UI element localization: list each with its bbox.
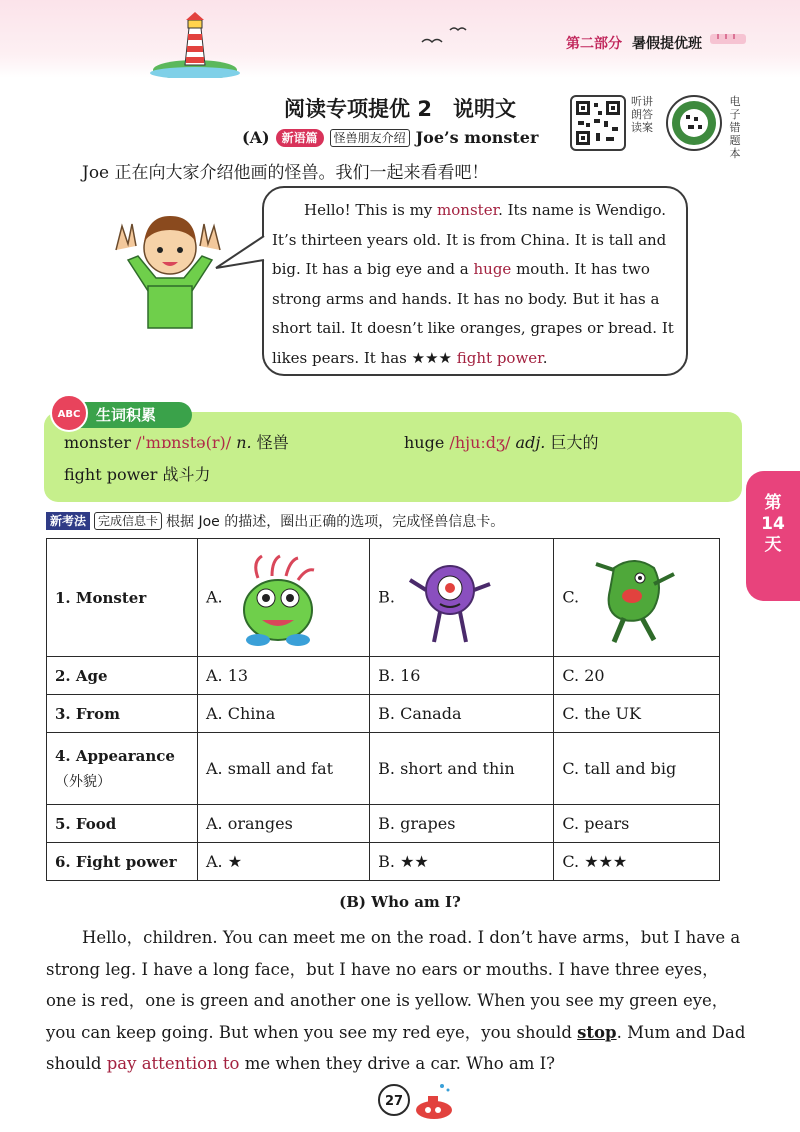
qr-code-icon: [572, 97, 624, 149]
task-type-tag: 完成信息卡: [94, 512, 162, 530]
header-part-label: 第二部分: [566, 36, 622, 52]
word-fight-power: fight power: [456, 348, 543, 367]
option-b[interactable]: B.: [370, 539, 554, 657]
vocab-item-fight-power: fight power 战斗力: [64, 465, 211, 484]
row-label: 6. Fight power: [47, 843, 198, 881]
option-a[interactable]: A.: [198, 539, 370, 657]
header-title: 暑假提优班: [632, 36, 702, 52]
part-a-heading: [242, 128, 538, 147]
new-method-tag: 新考法: [46, 512, 90, 530]
intro-text: Joe 正在向大家介绍他画的怪兽。我们一起来看看吧！: [82, 163, 489, 183]
qr-label-2: 电子 错题本: [729, 95, 741, 160]
new-text-tag: 新语篇: [276, 129, 324, 147]
vocab-badge: 生词积累: [52, 402, 192, 428]
option-b[interactable]: B. Canada: [370, 695, 554, 733]
table-row: [47, 805, 720, 843]
row-label: 3. From: [47, 695, 198, 733]
row-label: 4. Appearance （外貌）: [47, 733, 198, 805]
option-c[interactable]: C. ★★★: [554, 843, 720, 881]
option-c[interactable]: C.: [554, 539, 720, 657]
part-b-title: (B) Who am I?: [339, 893, 461, 911]
option-a[interactable]: A. small and fat: [198, 733, 370, 805]
vocab-item-monster: monster /ˈmɒnstə(r)/ n. 怪兽: [64, 433, 289, 452]
lighthouse-illustration: [150, 10, 240, 78]
table-row: [47, 695, 720, 733]
word-huge: huge: [473, 260, 512, 278]
table-row: [47, 733, 720, 805]
bubble-text: Hello! This is my monster. Its name is Wendigo. It’s thirteen years old. It is from China. It is tall and big. It has a big eye and a huge mouth. It has two strong arms and hands. It has no body. But it has a short tail. It doesn’t like oranges, grapes or bread. It likes pears. It has ★★★ fight power.: [272, 201, 674, 367]
row-label: 5. Food: [47, 805, 198, 843]
piggy-bank-icon: ABC: [50, 394, 88, 432]
part-b-passage: Hello，children. You can meet me on the road. I don’t have arms，but I have a strong leg. I have a long face，but I have no ears or mouths. I have three eyes，one is red，one is green and another one is yellow. When you see my green eye，you can keep going. But when you see my red eye，you should stop. Mum and Dad should pay attention to me when they drive a car. Who am I?: [46, 928, 746, 1073]
qr-code-1[interactable]: [570, 95, 626, 151]
ruler-icon: [708, 26, 748, 52]
option-a[interactable]: A. oranges: [198, 805, 370, 843]
option-c[interactable]: C. pears: [554, 805, 720, 843]
option-c[interactable]: C. the UK: [554, 695, 720, 733]
bubble-pointer: [214, 230, 266, 274]
vocab-item-huge: huge /hjuːdʒ/ adj. 巨大的: [404, 433, 599, 452]
qr-code-2[interactable]: [666, 95, 722, 151]
green-monster-picture: [228, 548, 328, 648]
table-row: [47, 539, 720, 657]
word-monster: monster: [437, 201, 499, 219]
task-instruction: [46, 511, 504, 531]
qr-code-icon: [668, 97, 720, 149]
option-b[interactable]: B. short and thin: [370, 733, 554, 805]
day-tab: 第 14 天: [746, 471, 800, 601]
part-a-letter: (A): [242, 128, 270, 147]
monster-info-table: [46, 538, 720, 881]
option-a[interactable]: A. ★: [198, 843, 370, 881]
option-c[interactable]: C. tall and big: [554, 733, 720, 805]
option-c[interactable]: C. 20: [554, 657, 720, 695]
green-running-monster-picture: [584, 548, 684, 648]
row-label: 2. Age: [47, 657, 198, 695]
topic-tag: 怪兽朋友介绍: [330, 129, 410, 147]
table-row: [47, 843, 720, 881]
word-stop: stop: [577, 1022, 617, 1042]
submarine-icon: [412, 1080, 456, 1124]
boy-illustration: [108, 200, 228, 330]
option-b[interactable]: B. grapes: [370, 805, 554, 843]
table-row: [47, 657, 720, 695]
birds-icon: [420, 22, 470, 48]
option-a[interactable]: A. 13: [198, 657, 370, 695]
purple-one-eyed-monster-picture: [400, 548, 500, 648]
page-number: 27: [378, 1084, 410, 1116]
task-text: 根据 Joe 的描述，圈出正确的选项，完成怪兽信息卡。: [166, 514, 505, 530]
option-a[interactable]: A. China: [198, 695, 370, 733]
option-b[interactable]: B. 16: [370, 657, 554, 695]
part-a-title: Joe’s monster: [415, 128, 539, 147]
option-b[interactable]: B. ★★: [370, 843, 554, 881]
page-title: 阅读专项提优 2 说明文: [284, 97, 516, 121]
phrase-pay-attention: pay attention to: [106, 1054, 240, 1073]
qr-label-1: 听讲 朗答 读案: [631, 95, 653, 134]
row-label: 1. Monster: [47, 539, 198, 657]
